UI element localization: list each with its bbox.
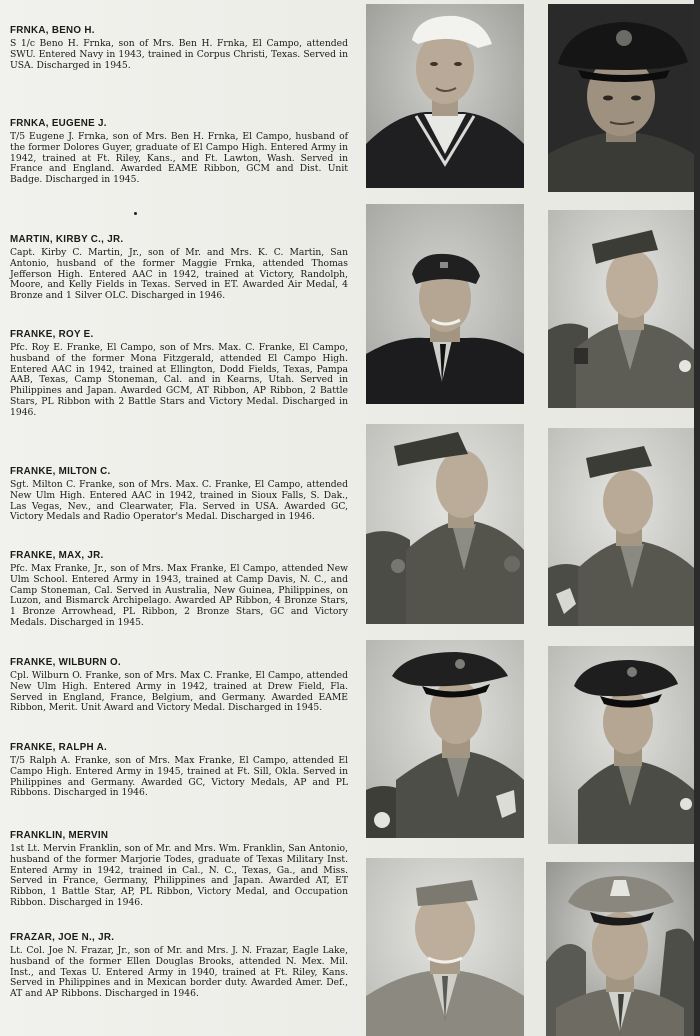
- entry-bio: S 1/c Beno H. Frnka, son of Mrs. Ben H. Frnka, El Campo, attended SWU. Entered Navy in 1943, trained in Corpus Christi, Texas. Served in USA. Discharged in 1945.: [10, 38, 348, 71]
- entry-bio: 1st Lt. Mervin Franklin, son of Mr. and Mrs. Wm. Franklin, San Antonio, husband of the former Marjorie Todes, graduate of Texas Military Inst. Entered Army in 1942, trained in Cal., N. C., Texas, Ga., and Miss. Served in France, Germany, Philippines and Japan. Awarded AT, ET Ribbon, 1 Battle Star, AP, PL Ribbon, Victory Medal, and Occupation Ribbon. Discharged in 1946.: [10, 843, 348, 908]
- page-edge-shadow: [694, 0, 700, 1036]
- entry-bio: Pfc. Max Franke, Jr., son of Mrs. Max Franke, El Campo, attended New Ulm School. Entered Army in 1943, trained at Camp Davis, N. C., and Camp Stoneman, Cal. Served in Australia, New Guinea, Philippines, on Luzon, and Bismarck Archipelago. Awarded AP Ribbon, 4 Bronze Stars, 1 Bronze Arrowhead, PL Ribbon, 2 Bronze Stars, GC and Victory Medals. Discharged in 1945.: [10, 563, 348, 628]
- entry-franke-ralph: [10, 741, 348, 799]
- entry-franke-roy: [10, 328, 348, 419]
- portrait-franke-max: [548, 428, 694, 626]
- portrait-franke-ralph: [548, 646, 694, 844]
- portrait-franke-wilburn: [366, 640, 524, 838]
- sailor-portrait-icon: [366, 4, 524, 188]
- entry-franke-milton: [10, 465, 348, 523]
- entry-martin-kirby: [10, 233, 348, 302]
- portrait-martin-kirby: [366, 204, 524, 404]
- soldier-garrison-cap-portrait-icon: [548, 428, 694, 626]
- entry-franklin-mervin: [10, 829, 348, 909]
- entry-name: FRANKLIN, MERVIN: [10, 830, 109, 841]
- entry-name: FRAZAR, JOE N., JR.: [10, 932, 115, 943]
- entry-bio: T/5 Eugene J. Frnka, son of Mrs. Ben H. Frnka, El Campo, husband of the former Dolores Guyer, graduate of El Campo High. Entered Army in 1942, trained at Ft. Riley, Kans., and Ft. Lawton, Wash. Served in France and England. Awarded EAME Ribbon, GCM and Dist. Unit Badge. Discharged in 1945.: [10, 131, 348, 186]
- entry-name: FRANKE, ROY E.: [10, 329, 94, 340]
- entry-name: FRANKE, RALPH A.: [10, 742, 107, 753]
- portrait-frazar-joe: [546, 862, 694, 1036]
- entry-franke-wilburn: [10, 656, 348, 714]
- entry-name: FRANKE, WILBURN O.: [10, 657, 121, 668]
- print-speck: [134, 212, 137, 215]
- soldier-garrison-cap-portrait-icon: [366, 858, 524, 1036]
- officer-service-cap-portrait-icon: [546, 862, 694, 1036]
- entry-bio: Sgt. Milton C. Franke, son of Mrs. Max. C. Franke, El Campo, attended New Ulm High. Entered AAC in 1942, trained in Sioux Falls, S. Dak., Las Vegas, Nev., and Clearwater, Fla. Served in USA. Awarded GC, Victory Medals and Radio Operator's Medal. Discharged in 1946.: [10, 479, 348, 523]
- entry-bio: Cpl. Wilburn O. Franke, son of Mrs. Max C. Franke, El Campo, attended New Ulm High. Entered Army in 1942, trained at Drew Field, Fla. Served in England, France, Belgium, and Germany. Awarded EAME Ribbon, Merit. Unit Award and Victory Medal. Discharged in 1945.: [10, 670, 348, 714]
- biography-column: [10, 0, 348, 1036]
- portrait-franke-milton: [366, 424, 524, 624]
- portrait-franke-roy: [548, 210, 694, 408]
- entry-name: FRNKA, BENO H.: [10, 25, 95, 36]
- entry-frnka-beno: [10, 24, 348, 71]
- soldier-garrison-cap-portrait-icon: [548, 210, 694, 408]
- entry-name: FRANKE, MILTON C.: [10, 466, 111, 477]
- entry-name: FRNKA, EUGENE J.: [10, 118, 107, 129]
- entry-frnka-eugene: [10, 117, 348, 186]
- entry-name: FRANKE, MAX, JR.: [10, 550, 104, 561]
- entry-franke-max: [10, 549, 348, 629]
- entry-bio: Pfc. Roy E. Franke, El Campo, son of Mrs. Max. C. Franke, El Campo, husband of the former Mona Fitzgerald, attended El Campo High. Entered AAC in 1942, trained at Ellington, Dodd Fields, Texas, Pampa AAB, Texas, Camp Stoneman, Cal. and in Kearns, Utah. Served in Philippines and Japan. Awarded GCM, AT Ribbon, AP Ribbon, 2 Battle Stars, PL Ribbon with 2 Battle Stars and Victory Medal. Discharged in 1946.: [10, 342, 348, 418]
- entry-frazar-joe: [10, 931, 348, 1000]
- soldier-service-cap-portrait-icon: [548, 646, 694, 844]
- soldier-cap-portrait-icon: [548, 4, 694, 192]
- soldier-garrison-cap-portrait-icon: [366, 424, 524, 624]
- portrait-frnka-eugene: [548, 4, 694, 192]
- portrait-franklin-mervin: [366, 858, 524, 1036]
- portrait-frnka-beno: [366, 4, 524, 188]
- entry-bio: Capt. Kirby C. Martin, Jr., son of Mr. and Mrs. K. C. Martin, San Antonio, husband of the former Maggie Frnka, attended Thomas Jefferson High. Entered AAC in 1942, trained at Victory, Randolph, Moore, and Kelly Fields in Texas. Served in ET. Awarded Air Medal, 4 Bronze and 1 Silver OLC. Discharged in 1946.: [10, 247, 348, 302]
- entry-bio: Lt. Col. Joe N. Frazar, Jr., son of Mr. and Mrs. J. N. Frazar, Eagle Lake, husband of the former Ellen Douglas Brooks, attended N. Mex. Mil. Inst., and Texas U. Entered Army in 1940, trained at Ft. Riley, Kans. Served in Philippines and in Mexican border duty. Awarded Amer. Def., AT and AP Ribbons. Discharged in 1946.: [10, 945, 348, 1000]
- entry-name: MARTIN, KIRBY C., JR.: [10, 234, 124, 245]
- entry-bio: T/5 Ralph A. Franke, son of Mrs. Max Franke, El Campo, attended El Campo High. Entered Army in 1945, trained at Ft. Sill, Okla. Served in Philippines and Germany. Awarded GC, Victory Medals, AP and PL Ribbons. Discharged in 1946.: [10, 755, 348, 799]
- soldier-service-cap-portrait-icon: [366, 640, 524, 838]
- officer-portrait-icon: [366, 204, 524, 404]
